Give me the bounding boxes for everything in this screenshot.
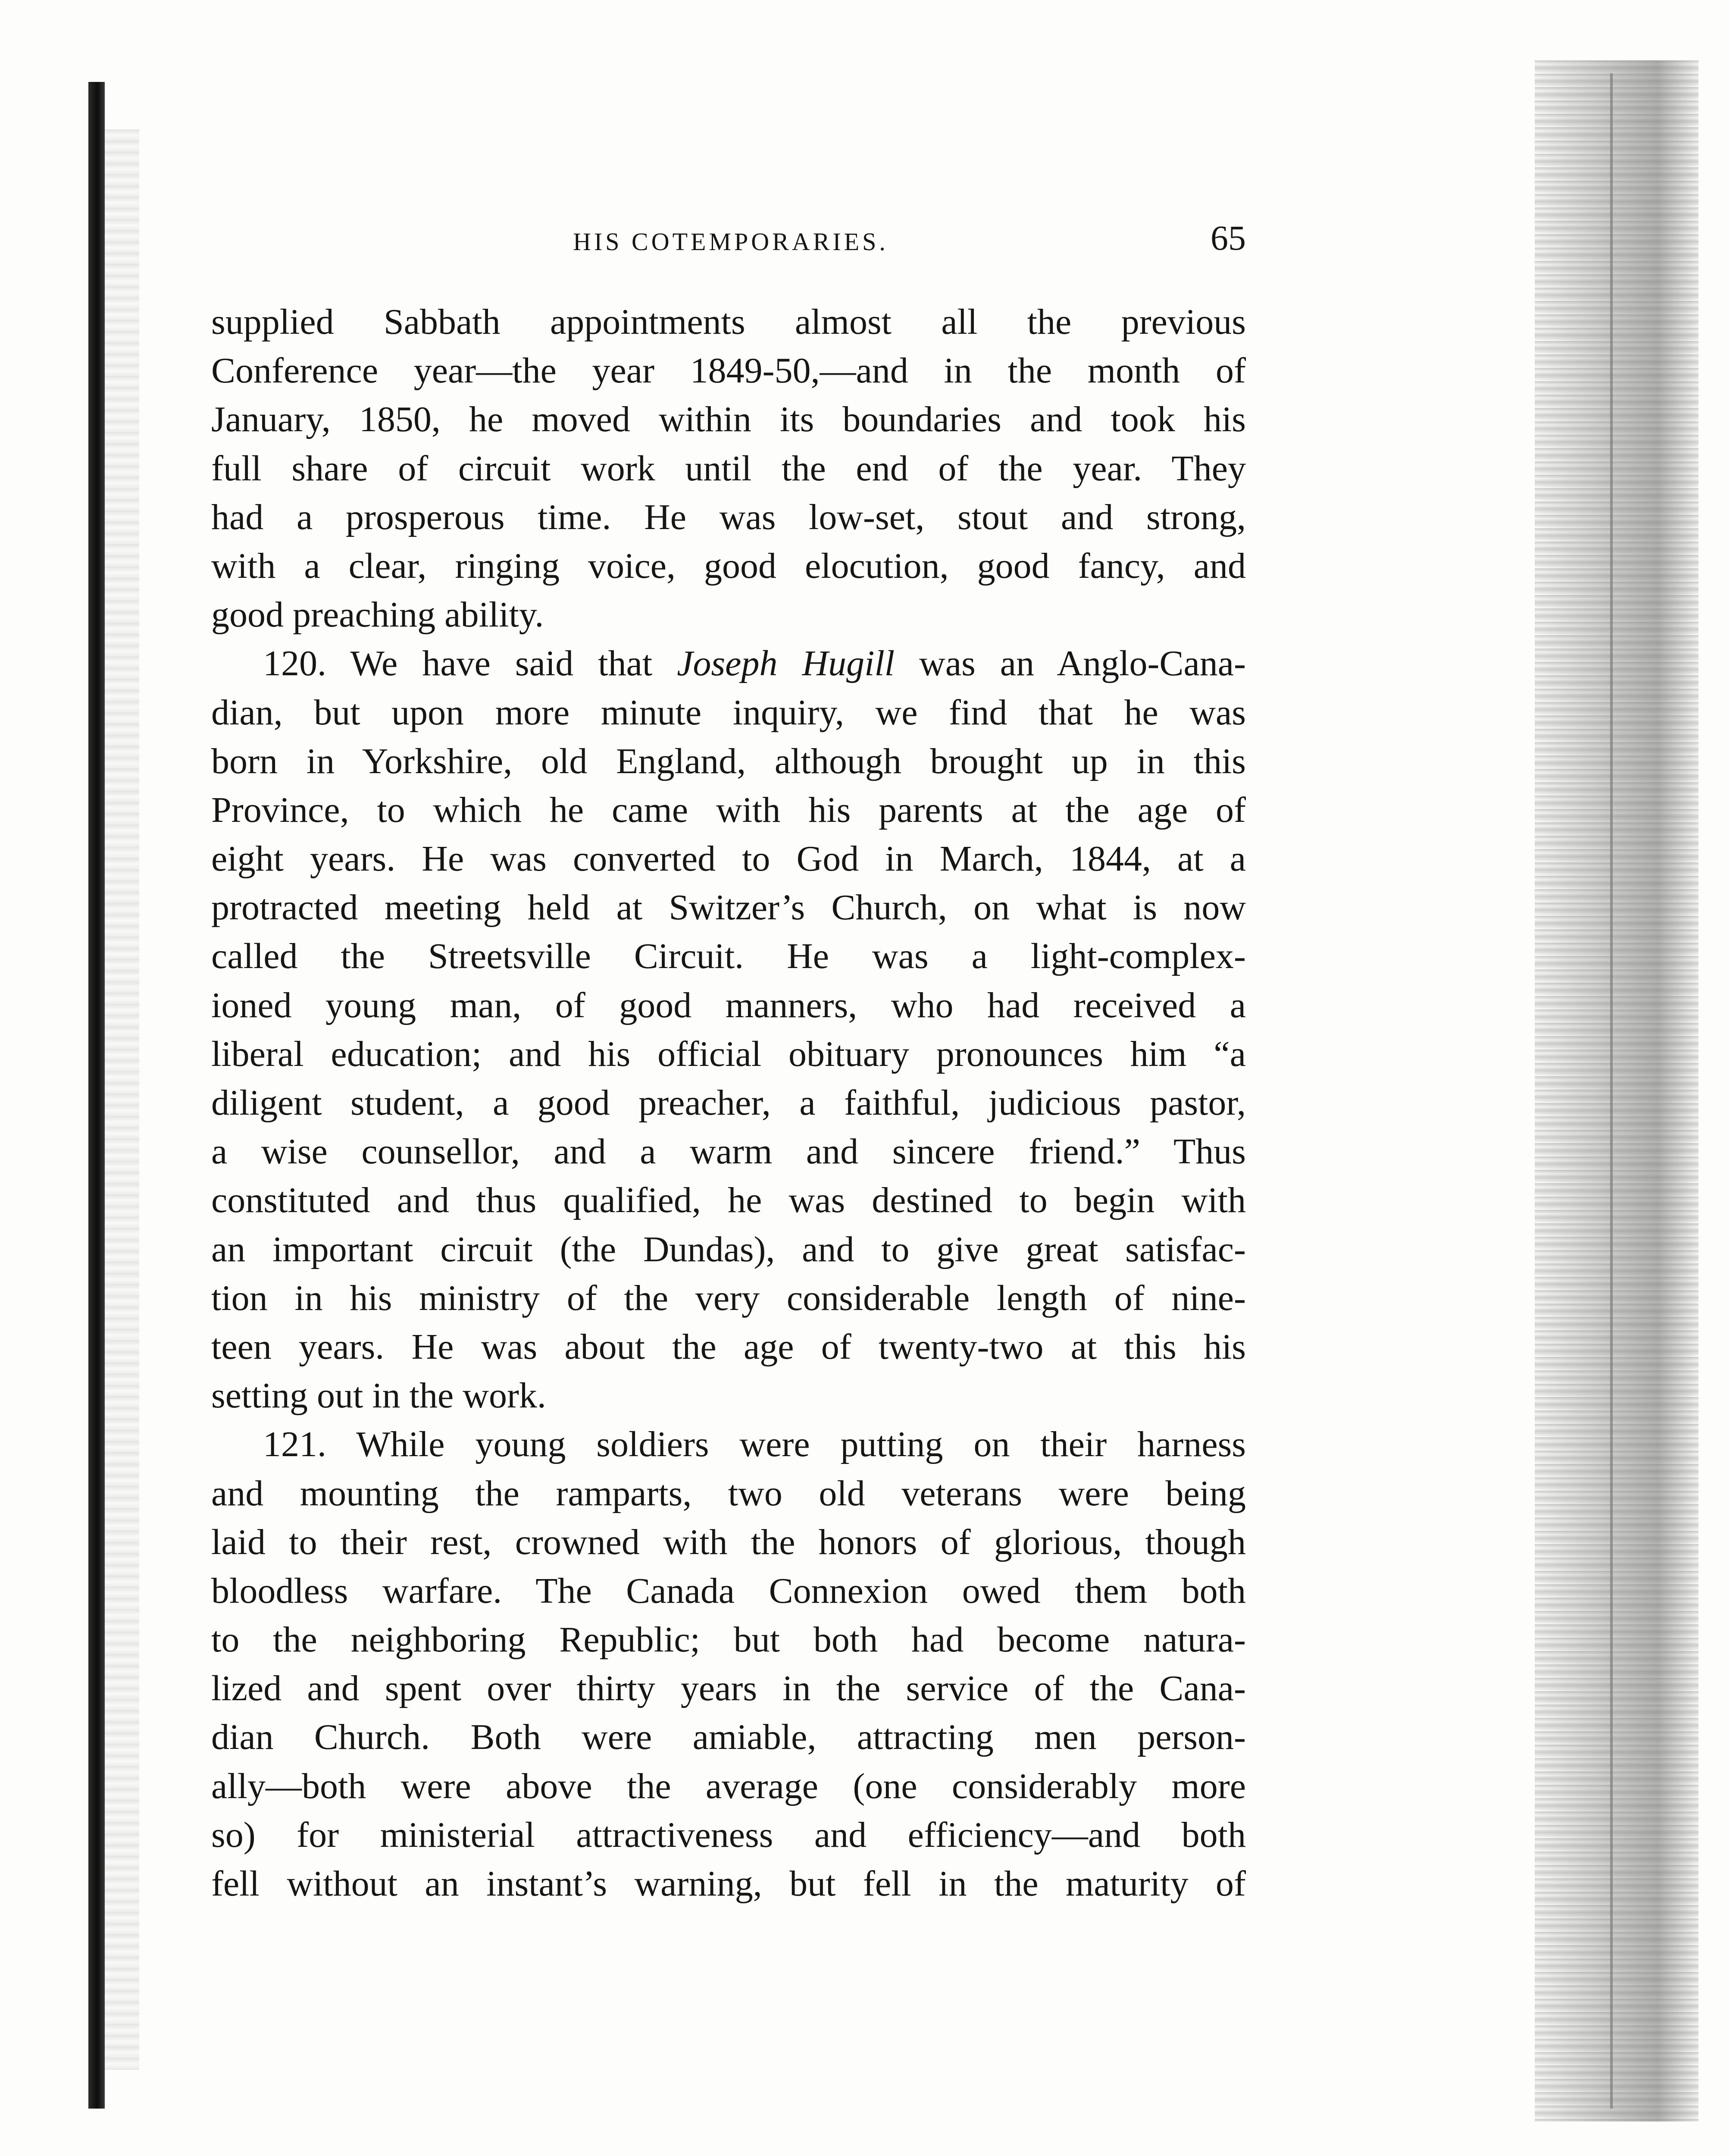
person-name: Joseph Hugill: [677, 643, 895, 684]
text-line: good preaching ability.: [211, 595, 544, 635]
text-line: laid to their rest, crowned with the honors of glorious, though: [211, 1522, 1246, 1562]
text-line: setting out in the work.: [211, 1376, 546, 1416]
text-line: so) for ministerial attractiveness and efficiency—and both: [211, 1814, 1246, 1855]
text-line: protracted meeting held at Switzer’s Church, on what is now: [211, 887, 1246, 928]
text-line: lized and spent over thirty years in the service of the Cana-: [211, 1668, 1246, 1709]
text-line: supplied Sabbath appointments almost all the previous: [211, 302, 1246, 342]
text-line: fell without an instant’s warning, but fell in the maturity of: [211, 1864, 1246, 1904]
binding-shadow: [105, 129, 139, 2070]
running-head: [216, 218, 1246, 265]
text-line: born in Yorkshire, old England, although brought up in this: [211, 741, 1246, 781]
text-line: ally—both were above the average (one considerably more: [211, 1766, 1246, 1806]
paragraph-121-first-line: 121. While young soldiers were putting on their harness: [263, 1424, 1246, 1465]
text-line: diligent student, a good preacher, a faithful, judicious pastor,: [211, 1083, 1246, 1123]
body-text: [211, 298, 1246, 1908]
running-title: HIS COTEMPORARIES.: [573, 228, 888, 256]
text-line: Conference year—the year 1849-50,—and in the month of: [211, 351, 1246, 391]
text-line: ioned young man, of good manners, who had received a: [211, 985, 1246, 1025]
paragraph-120-first-line: [211, 639, 1246, 688]
page-number: 65: [1211, 218, 1246, 257]
text-line: to the neighboring Republic; but both had become natura-: [211, 1620, 1246, 1660]
text-line: bloodless warfare. The Canada Connexion owed them both: [211, 1570, 1246, 1611]
binding-edge: [88, 82, 105, 2109]
text-line: full share of circuit work until the end of the year. They: [211, 448, 1246, 489]
text-line: Province, to which he came with his parents at the age of: [211, 790, 1246, 830]
text-line: eight years. He was converted to God in March, 1844, at a: [211, 839, 1246, 879]
facing-page-bleed: [1535, 60, 1699, 2122]
text-line: a wise counsellor, and a warm and sincere friend.” Thus: [211, 1131, 1246, 1172]
text-line: tion in his ministry of the very considerable length of nine-: [211, 1278, 1246, 1318]
paragraph-lead-tail: was an Anglo-Cana-: [895, 643, 1246, 684]
text-line: dian, but upon more minute inquiry, we find that he was: [211, 692, 1246, 733]
text-line: and mounting the ramparts, two old veterans were being: [211, 1473, 1246, 1514]
text-line: called the Streetsville Circuit. He was a light-complex-: [211, 936, 1246, 977]
text-line: January, 1850, he moved within its boundaries and took his: [211, 399, 1246, 440]
text-line: teen years. He was about the age of twenty-two at this his: [211, 1326, 1246, 1367]
text-line: liberal education; and his official obituary pronounces him “a: [211, 1034, 1246, 1074]
text-line: with a clear, ringing voice, good elocution, good fancy, and: [211, 545, 1246, 586]
page-edge-rule: [1610, 73, 1613, 2109]
text-line: dian Church. Both were amiable, attracting men person-: [211, 1717, 1246, 1758]
text-line: an important circuit (the Dundas), and to give great satisfac-: [211, 1229, 1246, 1269]
paragraph-lead: 120. We have said that: [263, 643, 677, 684]
text-line: constituted and thus qualified, he was destined to begin with: [211, 1180, 1246, 1221]
text-line: had a prosperous time. He was low-set, stout and strong,: [211, 497, 1246, 537]
